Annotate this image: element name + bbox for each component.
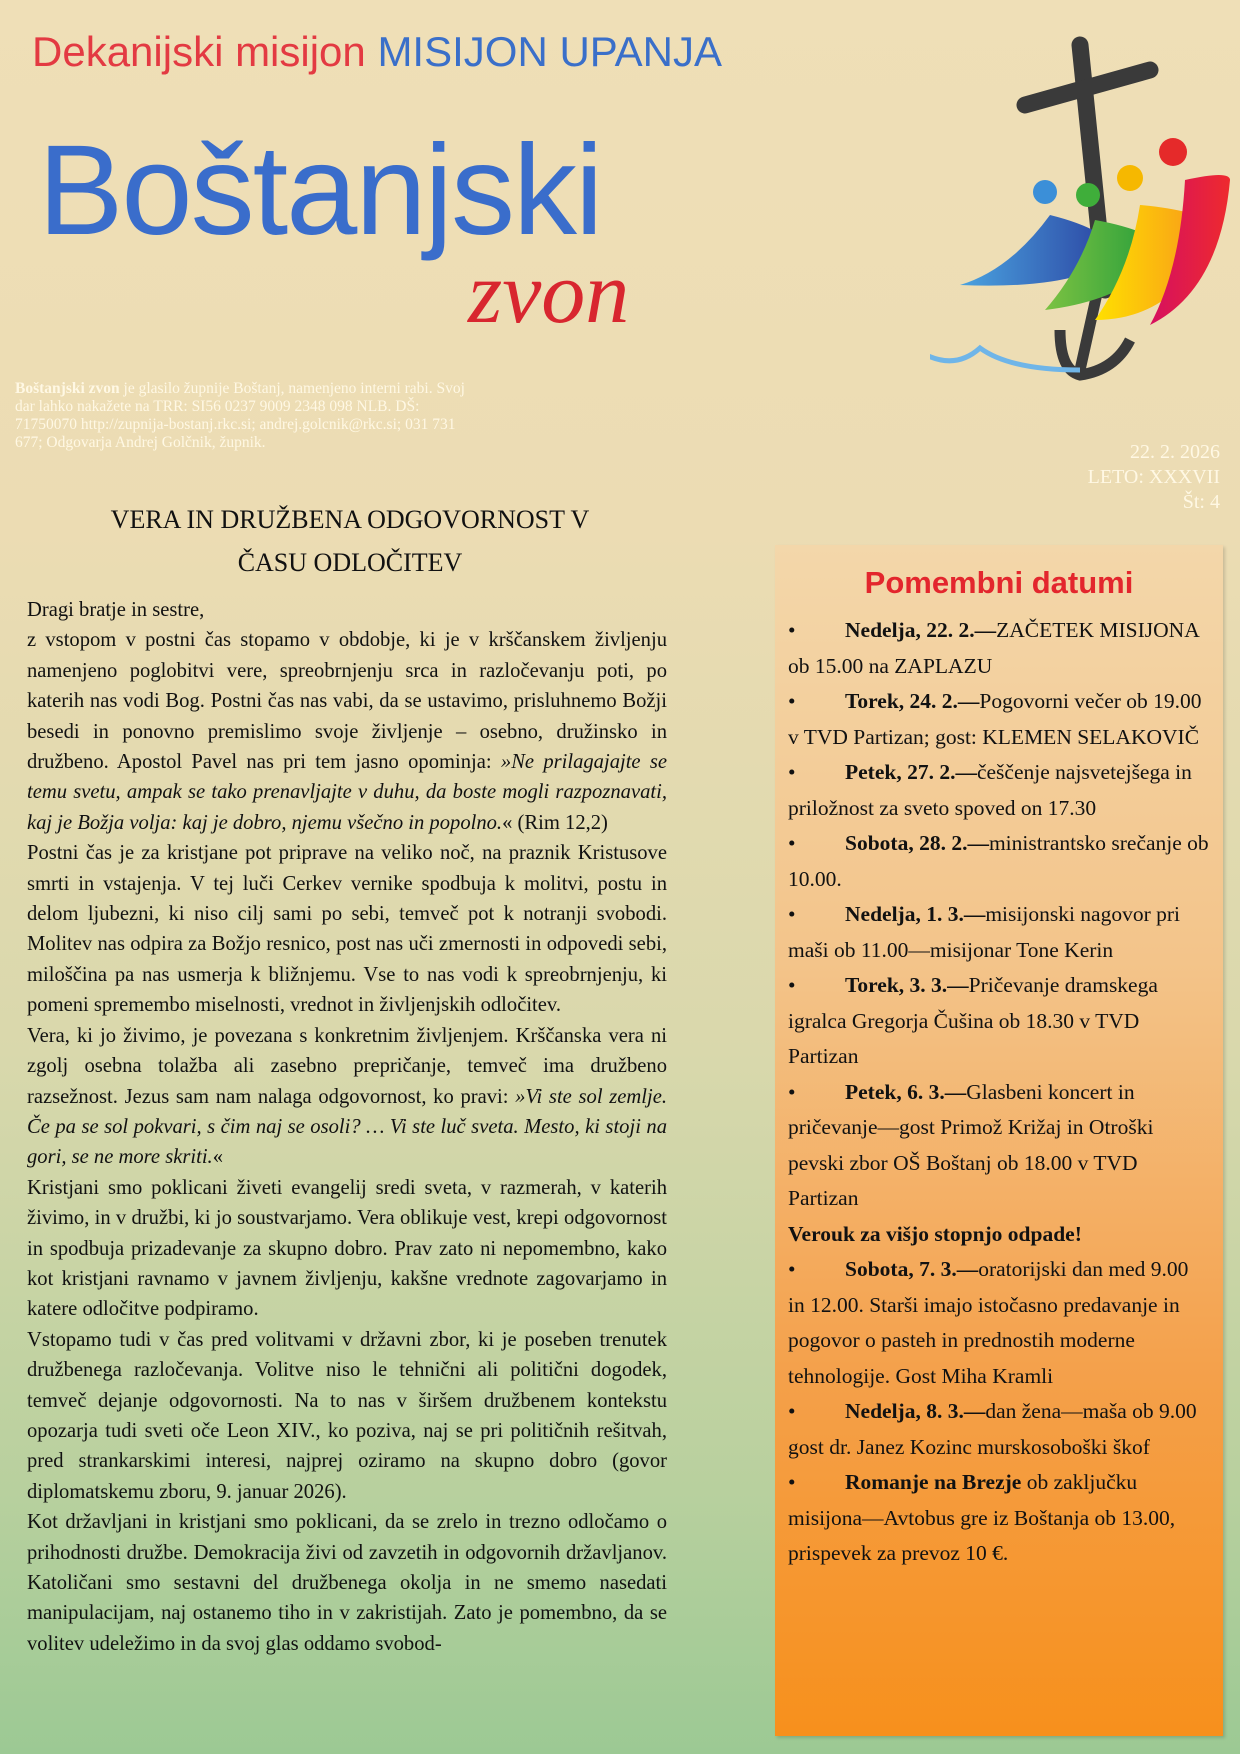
event-date: Sobota, 7. 3.— — [845, 1257, 979, 1281]
paragraph: Vera, ki jo živimo, je povezana s konkretnim življenjem. Krščanska vera ni zgolj osebna tolažba ali zasebno prepričanje, temveč ima družbeno razsežnost. Jezus sam nam nalaga odgovornost, ko pravi: »Vi ste sol zemlje. Če pa se sol pokvari, s čim naj se osoli? … Vi ste luč sveta. Mesto, ki stoji na gori, se ne more skriti.« — [27, 1024, 667, 1169]
event-text: Pogovorni večer ob 19.00 v TVD Partizan; gost: KLEMEN SELAKOVIČ — [788, 689, 1202, 749]
bullet-icon: • — [788, 618, 796, 642]
issue-number: Št: 4 — [1182, 491, 1220, 513]
article-body — [27, 595, 667, 1659]
event-text: oratorijski dan med 9.00 in 12.00. Starši imajo istočasno predavanje in pogovor o pasteh in prednostih moderne tehnologije. Gost Miha Kramli — [788, 1257, 1189, 1388]
event-text: misijonski nagovor pri maši ob 11.00—misijonar Tone Kerin — [788, 902, 1181, 962]
event-item — [788, 1252, 1209, 1394]
event-text: Pričevanje dramskega igralca Gregorja Čušina ob 18.30 v TVD Partizan — [788, 973, 1158, 1068]
paragraph: Vstopamo tudi v čas pred volitvami v državni zbor, ki je poseben trenutek družbenega razločevanja. Volitve niso le tehnični ali politični dogodek, temveč dejanje odgovornosti. Na to nas v širšem družbenem kontekstu opozarja tudi sveti oče Leon XIV., ko poziva, naj se pri političnih rešitvah, pred strankarskimi interesi, najprej oziramo na skupno dobro (govor diplomatskemu zboru, 9. januar 2026). — [27, 1328, 667, 1503]
event-item — [788, 897, 1209, 968]
bullet-icon: • — [788, 902, 796, 926]
bullet-icon: • — [788, 1079, 796, 1104]
event-text: ob zaključku misijona—Avtobus gre iz Boštanja ob 13.00, prispevek za prevoz 10 €. — [788, 1470, 1176, 1565]
masthead-subtitle: zvon — [468, 245, 630, 342]
event-date: Torek, 3. 3.— — [845, 973, 969, 997]
event-item — [788, 968, 1209, 1075]
event-date: Petek, 6. 3.— — [845, 1079, 967, 1104]
publication-info-text: je glasilo župnije Boštanj, namenjeno interni rabi. Svoj dar lahko nakažete na TRR: SI56 0237 9009 2348 098 NLB. DŠ: 71750070 http://zupnija-bostanj.rkc.si; andrej.golcnik@rkc.si; 031 731 677; Odgovarja Andrej Golčnik, župnik. — [15, 380, 465, 451]
bullet-icon: • — [788, 831, 796, 855]
article-title — [20, 498, 680, 584]
publication-info — [15, 380, 485, 452]
masthead-title: Boštanjski — [38, 119, 602, 262]
event-item — [788, 1465, 1209, 1572]
bullet-icon: • — [788, 1257, 796, 1281]
bullet-icon: • — [788, 1470, 796, 1494]
event-text: dan žena—maša ob 9.00 gost dr. Janez Kozinc murskosoboški škof — [788, 1399, 1197, 1459]
issue-info — [1088, 440, 1220, 515]
event-date: Petek, 27. 2.— — [845, 760, 977, 784]
bullet-icon: • — [788, 760, 796, 784]
publication-name: Boštanjski zvon — [15, 380, 120, 397]
event-text: Glasbeni koncert in pričevanje—gost Primož Križaj in Otroški pevski zbor OŠ Boštanj ob 18.00 v TVD Partizan — [788, 1079, 1154, 1210]
event-date: Nedelja, 22. 2.— — [845, 618, 997, 642]
article-title-line: ČASU ODLOČITEV — [237, 548, 463, 577]
paragraph: Kristjani smo poklicani živeti evangelij sredi sveta, v razmerah, v katerih živimo, in v družbi, ki jo soustvarjamo. Vera oblikuje vest, krepi odgovornost in spodbuja prizadevanje za skupno dobro. Prav zato ni nepomembno, kako kot kristjani ravnamo v javnem življenju, kakšne vrednote zagovarjamo in katere odločitve podpiramo. — [27, 1176, 667, 1321]
issue-year: LETO: XXXVII — [1087, 466, 1220, 488]
mission-label: Dekanijski misijon — [32, 28, 366, 75]
bullet-icon: • — [788, 1399, 796, 1423]
event-date: Nedelja, 8. 3.— — [845, 1399, 986, 1423]
mission-logo-icon — [930, 30, 1240, 390]
bible-quote: »Ne prilagajajte se temu svetu, ampak se tako prenavljajte v duhu, da boste mogli razpoznavati, kaj je Božja volja: kaj je dobro, njemu všečno in popolno. — [27, 751, 667, 834]
mission-heading — [32, 28, 722, 76]
event-item — [788, 613, 1209, 684]
issue-date: 22. 2. 2026 — [1130, 441, 1220, 463]
event-text: ministrantsko srečanje ob 10.00. — [788, 831, 1209, 891]
paragraph: Postni čas je za kristjane pot priprave na veliko noč, na praznik Kristusove smrti in vstajenja. V tej luči Cerkev vernike spodbuja k molitvi, postu in delom ljubezni, ki niso cilj sami po sebi, temveč pot k notranji svobodi. Molitev nas odpira za Božjo resnico, post nas uči zmernosti in odpovedi sebi, miloščina pa nas usmerja k bližnjemu. Vse to nas vodi k spreobrnjenju, ki pomeni spremembo miselnosti, vrednot in življenjskih odločitev. — [27, 842, 667, 1017]
paragraph: Dragi bratje in sestre, — [27, 599, 205, 621]
paragraph: z vstopom v postni čas stopamo v obdobje, ki je v krščanskem življenju namenjeno poglobitvi vere, spreobrnjenju srca in razločevanju poti, po katerih nas vodi Bog. Postni čas nas vabi, da se ustavimo, prisluhnemo Božji besedi in ponovno premislimo svoje življenje – osebno, družinsko in družbeno. Apostol Pavel nas pri tem jasno opominja: »Ne prilagajajte se temu svetu, ampak se tako prenavljajte v duhu, da boste mogli razpoznavati, kaj je Božja volja: kaj je dobro, njemu všečno in popolno.« (Rim 12,2) — [27, 629, 667, 834]
event-item — [788, 826, 1209, 897]
event-item — [788, 755, 1209, 826]
event-date: Torek, 24. 2.— — [845, 689, 980, 713]
event-text: ZAČETEK MISIJONA ob 15.00 na ZAPLAZU — [788, 618, 1199, 678]
bullet-icon: • — [788, 973, 796, 997]
notice: Verouk za višjo stopnjo odpade! — [788, 1221, 1082, 1246]
event-text: češčenje najsvetejšega in priložnost za sveto spoved on 17.30 — [788, 760, 1192, 820]
mission-name: MISIJON UPANJA — [377, 28, 723, 75]
events-list — [775, 613, 1223, 1572]
event-item — [788, 1075, 1209, 1217]
article-title-line: VERA IN DRUŽBENA ODGOVORNOST V — [110, 505, 590, 534]
important-dates-title: Pomembni datumi — [864, 565, 1134, 600]
important-dates-box — [775, 545, 1223, 1736]
event-item — [788, 1394, 1209, 1465]
event-item — [788, 684, 1209, 755]
bullet-icon: • — [788, 689, 796, 713]
event-date: Nedelja, 1. 3.— — [845, 902, 986, 926]
bible-quote: »Vi ste sol zemlje. Če pa se sol pokvari, s čim naj se osoli? … Vi ste luč sveta. Mesto, ki stoji na gori, se ne more skriti. — [27, 1085, 667, 1169]
event-date: Romanje na Brezje — [845, 1470, 1022, 1494]
event-date: Sobota, 28. 2.— — [845, 831, 989, 855]
paragraph: Kot državljani in kristjani smo poklicani, da se zrelo in trezno odločamo o prihodnosti družbe. Demokracija živi od zavzetih in odgovornih državljanov. Katoličani smo sestavni del družbenega okolja in ne smemo nasedati manipulacijam, naj ostanemo tiho in v zakristijah. Zato je pomembno, da se volitev udeležimo in da svoj glas oddamo svobod- — [27, 1511, 667, 1655]
